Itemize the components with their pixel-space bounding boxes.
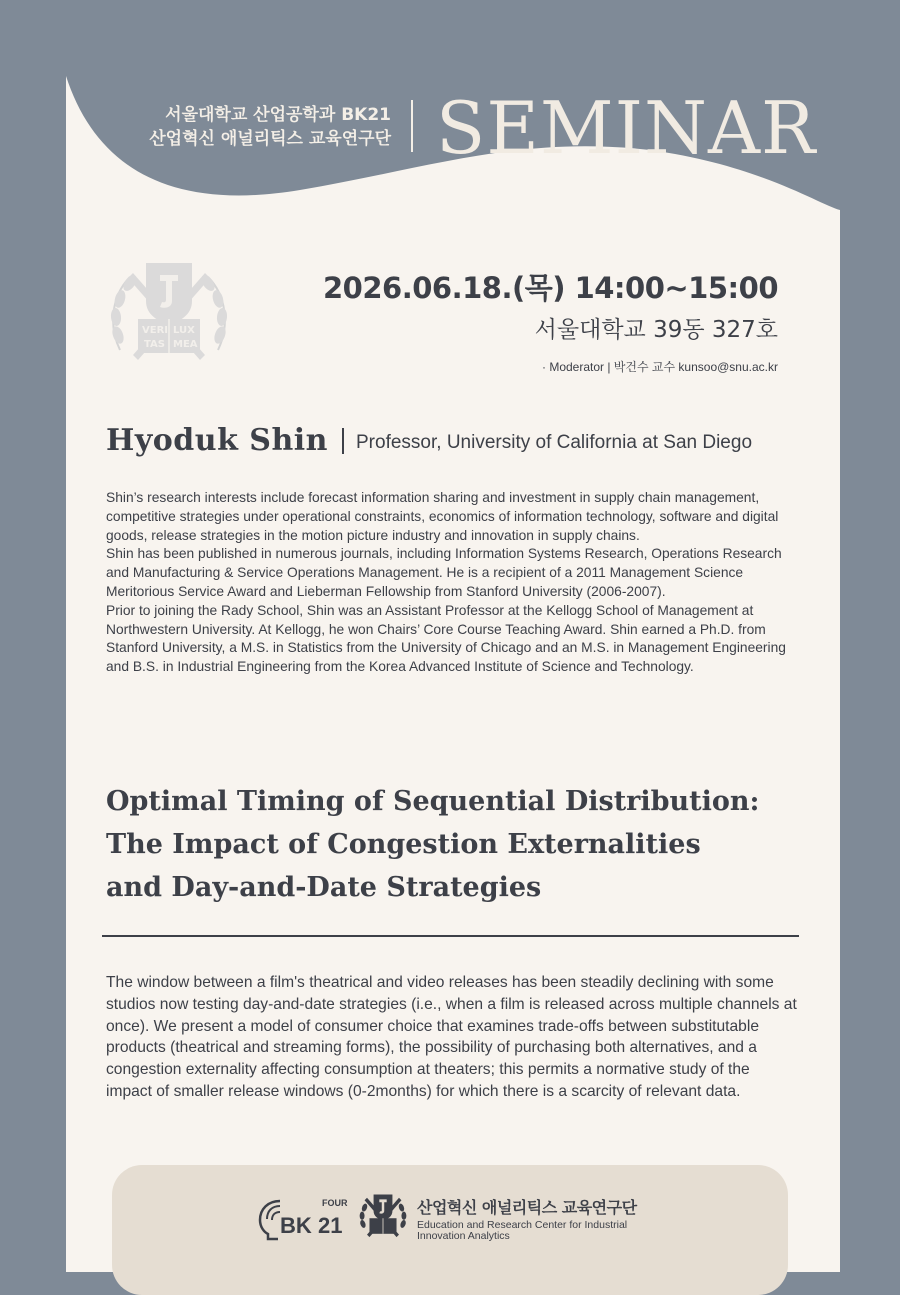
speaker-header	[106, 423, 752, 458]
event-date-time: 2026.06.18.(목) 14:00~15:00	[322, 271, 778, 305]
talk-title	[106, 780, 826, 909]
university-emblem-icon	[108, 255, 230, 377]
organization-name	[136, 103, 391, 151]
talk-abstract: The window between a film's theatrical and video releases has been steadily declining with some studios now testing day-and-date strategies (i.e., when a film is released across multiple channels at once). We present a model of consumer choice that examines trade-offs between substitutable products (theatrical and streaming forms), the possibility of purchasing both alternatives, and a congestion externality affecting consumption at theaters; this permits a normative study of the impact of smaller release windows (0-2months) for which there is a scarcity of relevant data.	[106, 974, 797, 1100]
bk21-four: FOUR	[322, 1198, 348, 1208]
event-location: 서울대학교 39동 327호	[534, 317, 778, 343]
footer-center-name-kr: 산업혁신 애널리틱스 교육연구단	[417, 1198, 637, 1217]
header-divider	[411, 100, 413, 152]
organization-line-1: 서울대학교 산업공학과 BK21	[165, 105, 391, 125]
speaker-divider	[342, 428, 344, 454]
footer-university-emblem-icon	[358, 1192, 408, 1242]
speaker-title: Professor, University of California at San Diego	[356, 431, 753, 453]
emblem-text-bl: TAS	[144, 339, 165, 350]
speaker-name: Hyoduk Shin	[106, 423, 328, 458]
moderator-info: · Moderator | 박건수 교수 kunsoo@snu.ac.kr	[542, 360, 778, 374]
bio-paragraph: Shin has been published in numerous journals, including Information Systems Research, Operations Research and Manufacturing & Service Operations Management. He is a recipient of a 2011 Management Science Meritorious Service Award and Lieberman Fellowship from Stanford University (2006-2007).	[106, 546, 782, 599]
talk-title-line: and Day-and-Date Strategies	[106, 872, 542, 903]
bk21-label: BK	[280, 1213, 312, 1238]
seminar-heading: SEMINAR	[436, 86, 817, 170]
bio-paragraph: Shin’s research interests include forecast information sharing and investment in supply chain management, competitive strategies under operational constraints, economics of information technology, software and digital goods, release strategies in the motion picture industry and innovation in supply chains.	[106, 490, 779, 543]
speaker-bio	[106, 489, 796, 677]
bk21-logo-icon	[258, 1193, 352, 1241]
emblem-text-tl: VERI	[142, 325, 168, 336]
organization-line-2: 산업혁신 애널리틱스 교육연구단	[149, 129, 391, 149]
talk-title-line: The Impact of Congestion Externalities	[106, 829, 701, 860]
bk21-number: 21	[318, 1213, 343, 1238]
talk-title-line: Optimal Timing of Sequential Distribution:	[106, 786, 760, 817]
emblem-text-br: MEA	[173, 339, 198, 350]
bio-paragraph: Prior to joining the Rady School, Shin was an Assistant Professor at the Kellogg School of Management at Northwestern University. At Kellogg, he won Chairs’ Core Course Teaching Award. Shin earned a Ph.D. from Stanford University, a M.S. in Statistics from the University of Chicago and an M.S. in Management Engineering and B.S. in Industrial Engineering from the Korea Advanced Institute of Science and Technology.	[106, 602, 786, 675]
footer-center-name-en: Education and Research Center for Industrial Innovation Analytics	[417, 1219, 628, 1242]
emblem-text-tr: LUX	[173, 325, 195, 336]
section-divider	[102, 935, 799, 937]
